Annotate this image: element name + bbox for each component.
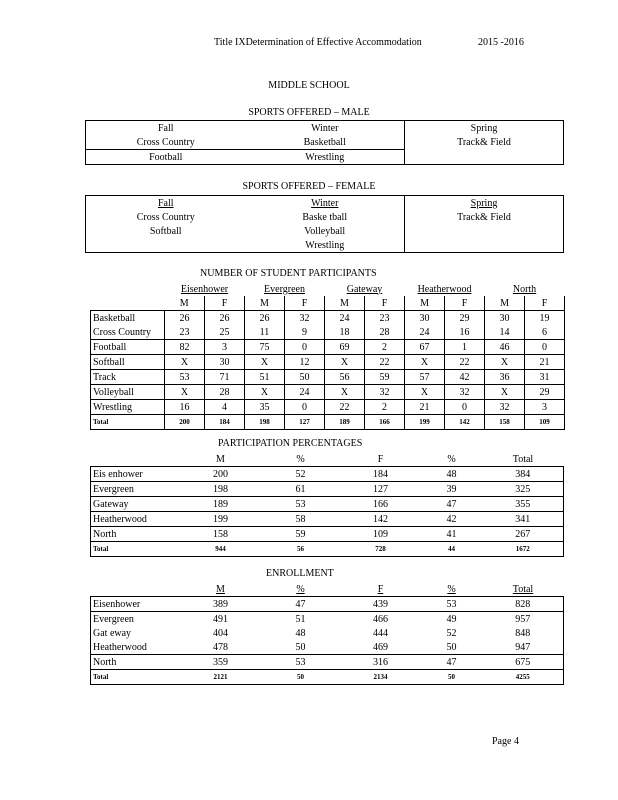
male-season-spring: Spring (405, 121, 564, 136)
school-heatherwood: Heatherwood (417, 283, 472, 295)
percentages-row (91, 512, 564, 527)
participant-count: 30 (405, 311, 445, 326)
percentages-row (91, 497, 564, 512)
participant-count: 0 (525, 340, 565, 355)
enrollment-value: 466 (373, 613, 388, 625)
participant-count: X (245, 355, 285, 370)
participant-count: 22 (325, 400, 365, 415)
percentage-value: 198 (213, 483, 228, 495)
participant-count: 29 (445, 311, 485, 326)
percentage-total: 44 (448, 544, 455, 553)
column-header: % (296, 583, 305, 595)
column-header: F (377, 453, 384, 465)
enrollment-value: 957 (483, 612, 564, 627)
enrollment-value: 53 (446, 598, 457, 610)
enrollment-value: 48 (295, 627, 306, 639)
enrollment-value: 47 (446, 656, 457, 668)
percentage-value: 166 (373, 498, 388, 510)
percentages-heading: PARTICIPATION PERCENTAGES (218, 438, 363, 449)
participant-count: 29 (525, 385, 565, 400)
col-f: F (445, 296, 485, 311)
sport-name: Cross Country (91, 325, 165, 340)
female-winter-sport: Volleyball (304, 225, 346, 237)
school-name: North (91, 527, 181, 542)
percentage-value: 61 (295, 483, 306, 495)
percentage-value: 267 (483, 527, 564, 542)
percentages-row (91, 527, 564, 542)
participant-count: X (165, 355, 205, 370)
participant-count: 30 (485, 311, 525, 326)
participant-count: 32 (365, 385, 405, 400)
enrollment-total: 4255 (483, 670, 564, 685)
col-f: F (205, 296, 245, 311)
column-header: F (377, 583, 384, 595)
participant-count: 57 (405, 370, 445, 385)
enrollment-value: 316 (373, 656, 388, 668)
participant-count: 9 (285, 325, 325, 340)
participant-count: 42 (445, 370, 485, 385)
enrollment-value: 51 (295, 613, 306, 625)
participant-count: 2 (365, 340, 405, 355)
male-winter-sport: Basketball (303, 136, 346, 148)
male-spring-sport: Track& Field (405, 135, 564, 150)
percentage-value: 189 (213, 498, 228, 510)
school-evergreen: Evergreen (264, 283, 305, 295)
total-label: Total (91, 542, 181, 557)
enrollment-total: 50 (448, 672, 455, 681)
participants-row (91, 340, 565, 355)
percentage-value: 184 (373, 468, 388, 480)
participants-row (91, 400, 565, 415)
female-sports-table (85, 195, 564, 253)
percentage-value: 59 (295, 528, 306, 540)
column-header: % (447, 453, 456, 465)
participant-count: 23 (165, 325, 205, 340)
participant-count: 6 (525, 325, 565, 340)
participant-count: 56 (325, 370, 365, 385)
enrollment-total: 50 (297, 672, 304, 681)
enrollment-total: 2121 (213, 672, 228, 681)
participant-count: 26 (165, 311, 205, 326)
participant-count: 3 (525, 400, 565, 415)
participant-count: 46 (485, 340, 525, 355)
percentage-value: 48 (446, 468, 457, 480)
participant-count: X (405, 385, 445, 400)
school-name: Heatherwood (91, 512, 181, 527)
total-label: Total (91, 670, 181, 685)
percentage-total: 728 (375, 544, 386, 553)
percentages-row (91, 467, 564, 482)
participant-count: 0 (445, 400, 485, 415)
participant-count: 24 (325, 311, 365, 326)
column-header: Total (512, 453, 534, 465)
column-header-cell (483, 582, 564, 597)
participants-row (91, 325, 565, 340)
percentage-value: 384 (483, 467, 564, 482)
school-name: Evergreen (91, 482, 181, 497)
participant-count: 3 (205, 340, 245, 355)
participant-count: 0 (285, 340, 325, 355)
participant-count: 12 (285, 355, 325, 370)
participant-count: 11 (245, 325, 285, 340)
participant-total: 198 (245, 415, 285, 430)
participant-total: 109 (525, 415, 565, 430)
percentage-total: 56 (297, 544, 304, 553)
participant-count: X (405, 355, 445, 370)
col-m: M (179, 297, 189, 309)
participant-count: 22 (445, 355, 485, 370)
col-m: M (245, 296, 285, 311)
participant-count: 4 (205, 400, 245, 415)
participant-count: 71 (205, 370, 245, 385)
sport-name: Softball (91, 355, 165, 370)
column-header-cell (341, 582, 421, 597)
percentage-value: 341 (483, 512, 564, 527)
participant-count: 2 (365, 400, 405, 415)
participant-count: 16 (165, 400, 205, 415)
enrollment-table (90, 582, 564, 685)
column-header-cell (181, 582, 261, 597)
school-name: Gat eway (91, 626, 181, 640)
enrollment-value: 444 (373, 627, 388, 639)
percentage-value: 58 (295, 513, 306, 525)
percentage-total: 1672 (483, 542, 564, 557)
document-year: 2015 -2016 (478, 37, 524, 48)
participant-count: 28 (205, 385, 245, 400)
enrollment-row (91, 612, 564, 627)
enrollment-value: 478 (213, 641, 228, 653)
participant-count: X (325, 385, 365, 400)
percentage-value: 142 (373, 513, 388, 525)
enrollment-value: 49 (446, 613, 457, 625)
percentage-value: 199 (213, 513, 228, 525)
enrollment-value: 439 (373, 598, 388, 610)
participant-count: 50 (285, 370, 325, 385)
enrollment-value: 50 (295, 641, 306, 653)
enrollment-value: 47 (295, 598, 306, 610)
percentages-table (90, 452, 564, 557)
participant-total: 127 (285, 415, 325, 430)
col-f: F (525, 296, 565, 311)
header-spacer (91, 582, 181, 597)
sport-name: Basketball (91, 311, 165, 326)
participant-count: 67 (405, 340, 445, 355)
male-season-fall: Fall (157, 122, 174, 134)
header-spacer (91, 452, 181, 467)
enrollment-value: 828 (483, 597, 564, 612)
percentage-value: 355 (483, 497, 564, 512)
participant-count: X (325, 355, 365, 370)
participant-total: 200 (165, 415, 205, 430)
participants-row (91, 370, 565, 385)
female-winter-sport: Baske tball (302, 211, 348, 223)
participant-count: 35 (245, 400, 285, 415)
percentage-value: 47 (446, 498, 457, 510)
participant-count: 26 (245, 311, 285, 326)
female-season-winter: Winter (311, 197, 339, 209)
sport-name: Football (91, 340, 165, 355)
participants-row (91, 385, 565, 400)
document-title: Title IXDetermination of Effective Accommodation (214, 37, 422, 48)
participant-count: 32 (445, 385, 485, 400)
participant-count: 16 (445, 325, 485, 340)
female-fall-sport: Cross Country (136, 211, 195, 223)
participant-count: 19 (525, 311, 565, 326)
participant-total: 189 (325, 415, 365, 430)
percentage-value: 158 (213, 528, 228, 540)
percentage-value: 200 (213, 468, 228, 480)
enrollment-row (91, 640, 564, 655)
enrollment-row (91, 597, 564, 612)
male-sports-heading: SPORTS OFFERED – MALE (248, 107, 370, 118)
participants-heading: NUMBER OF STUDENT PARTICIPANTS (200, 268, 377, 279)
participant-count: 36 (485, 370, 525, 385)
percentage-value: 109 (373, 528, 388, 540)
participant-count: 26 (205, 311, 245, 326)
participants-row (91, 311, 565, 326)
participant-count: 59 (365, 370, 405, 385)
participant-count: X (165, 385, 205, 400)
percentage-value: 325 (483, 482, 564, 497)
participant-count: 32 (285, 311, 325, 326)
column-header-cell (261, 582, 341, 597)
participant-count: 75 (245, 340, 285, 355)
male-sports-table (85, 120, 564, 165)
participant-count: 18 (325, 325, 365, 340)
participant-count: 51 (245, 370, 285, 385)
participant-count: 24 (405, 325, 445, 340)
school-name: Eis enhower (91, 467, 181, 482)
enrollment-value: 52 (446, 627, 457, 639)
enrollment-value: 359 (213, 656, 228, 668)
enrollment-value: 404 (213, 627, 228, 639)
school-name: North (91, 655, 181, 670)
enrollment-row (91, 626, 564, 640)
sport-name: Wrestling (91, 400, 165, 415)
school-name: Eisenhower (91, 597, 181, 612)
school-north: North (512, 283, 537, 295)
participant-count: 24 (285, 385, 325, 400)
percentage-value: 39 (446, 483, 457, 495)
enrollment-value: 53 (295, 656, 306, 668)
col-f: F (285, 296, 325, 311)
participants-table (90, 282, 565, 430)
enrollment-heading: ENROLLMENT (266, 568, 334, 579)
participant-count: 25 (205, 325, 245, 340)
participants-total-row (91, 415, 565, 430)
col-m: M (325, 296, 365, 311)
column-header: Total (512, 583, 534, 595)
school-eisenhower: Eisenhower (180, 283, 229, 295)
school-name: Gateway (91, 497, 181, 512)
male-fall-sport: Football (86, 150, 246, 165)
enrollment-value: 848 (483, 626, 564, 640)
enrollment-total: 2134 (373, 672, 388, 681)
column-header: % (296, 453, 305, 465)
page-number: Page 4 (492, 736, 519, 747)
participant-count: X (485, 385, 525, 400)
participant-total: 184 (205, 415, 245, 430)
enrollment-value: 50 (446, 641, 457, 653)
participant-count: X (485, 355, 525, 370)
female-fall-sport: Softball (149, 225, 182, 237)
col-f: F (365, 296, 405, 311)
percentages-total-row (91, 542, 564, 557)
participant-total: 142 (445, 415, 485, 430)
participant-count: 21 (525, 355, 565, 370)
enrollment-value: 469 (373, 641, 388, 653)
participant-count: 28 (365, 325, 405, 340)
participant-count: 30 (205, 355, 245, 370)
participant-count: 31 (525, 370, 565, 385)
participant-count: 1 (445, 340, 485, 355)
participants-row (91, 355, 565, 370)
school-heading: MIDDLE SCHOOL (268, 80, 350, 91)
participant-count: 32 (485, 400, 525, 415)
participant-count: X (245, 385, 285, 400)
enrollment-value: 491 (213, 613, 228, 625)
participant-count: 82 (165, 340, 205, 355)
female-spring-sport: Track& Field (405, 210, 564, 224)
participant-count: 53 (165, 370, 205, 385)
participant-count: 21 (405, 400, 445, 415)
enrollment-value: 947 (483, 640, 564, 655)
female-season-spring: Spring (470, 197, 498, 209)
male-season-winter: Winter (311, 122, 339, 134)
participant-count: 23 (365, 311, 405, 326)
column-header-cell (421, 582, 483, 597)
female-sports-heading: SPORTS OFFERED – FEMALE (242, 181, 376, 192)
percentage-value: 53 (295, 498, 306, 510)
sport-name: Volleyball (91, 385, 165, 400)
female-season-fall: Fall (157, 197, 174, 209)
participant-count: 69 (325, 340, 365, 355)
school-name: Evergreen (91, 612, 181, 627)
col-m: M (405, 296, 445, 311)
sport-name: Track (91, 370, 165, 385)
participant-count: 22 (365, 355, 405, 370)
enrollment-total-row (91, 670, 564, 685)
percentage-value: 42 (446, 513, 457, 525)
percentage-total: 944 (215, 544, 226, 553)
col-m: M (485, 296, 525, 311)
enrollment-value: 675 (483, 655, 564, 670)
school-gateway: Gateway (346, 283, 383, 295)
participant-total: 158 (485, 415, 525, 430)
column-header: M (216, 453, 225, 465)
female-winter-sport: Wrestling (305, 239, 345, 251)
male-winter-sport: Wrestling (246, 150, 405, 165)
total-label: Total (91, 415, 165, 430)
percentages-row (91, 482, 564, 497)
percentage-value: 41 (446, 528, 457, 540)
participant-total: 199 (405, 415, 445, 430)
male-fall-sport: Cross Country (136, 136, 195, 148)
participant-total: 166 (365, 415, 405, 430)
column-header: % (447, 583, 456, 595)
participant-count: 14 (485, 325, 525, 340)
male-spring-sport (405, 150, 564, 165)
school-name: Heatherwood (91, 640, 181, 655)
participant-count: 0 (285, 400, 325, 415)
enrollment-value: 389 (213, 598, 228, 610)
enrollment-row (91, 655, 564, 670)
column-header: M (216, 583, 225, 595)
percentage-value: 52 (295, 468, 306, 480)
percentage-value: 127 (373, 483, 388, 495)
